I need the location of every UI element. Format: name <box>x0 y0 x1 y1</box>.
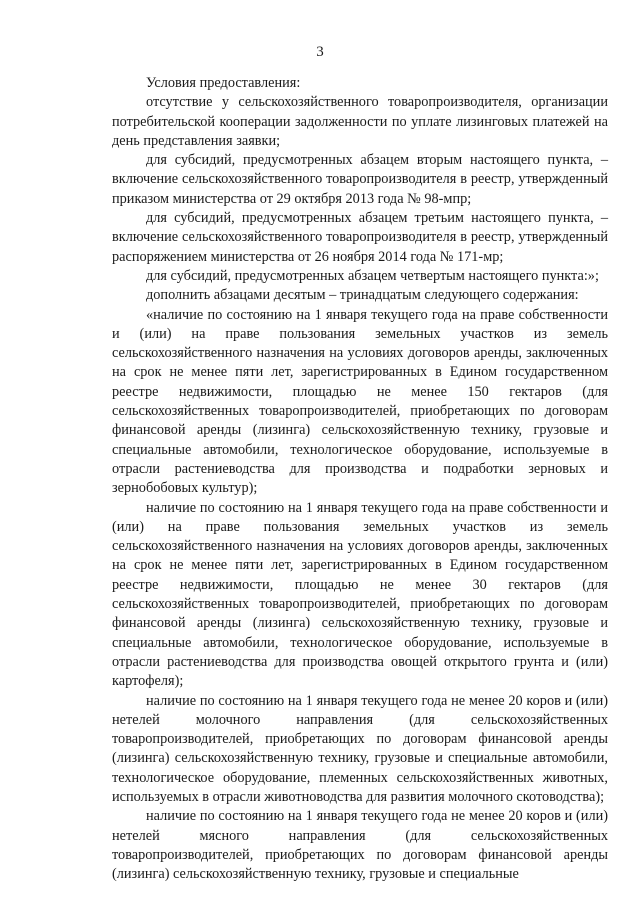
paragraph-land-150: «наличие по состоянию на 1 января текущего года на праве собственности и (или) на праве пользования земельных участков из земель сельскохозяйственного назначения на условиях договоров аренды, заключенных на срок не менее пяти лет, зарегистрированных в Едином государственном реестре недвижимости, площадью не менее 150 гектаров (для сельскохозяйственных товаропроизводителей, приобретающих по договорам финансовой аренды (лизинга) сельскохозяйственную технику, грузовые и специальные автомобили, технологическое оборудование, используемые в отрасли растениеводства для производства и подработки зерновых и зернобобовых культур); <box>112 306 608 497</box>
paragraph-subsidy-third: для субсидий, предусмотренных абзацем третьим настоящего пункта, – включение сельскохозяйственного товаропроизводителя в реестр, утвержденный распоряжением министерства от 26 ноября 2014 года № 171-мр; <box>112 210 608 265</box>
paragraph-conditions-heading: Условия предоставления: <box>146 75 301 91</box>
document-body <box>112 74 608 884</box>
paragraph-beef-cows: наличие по состоянию на 1 января текущего года не менее 20 коров и (или) нетелей мясного направления (для сельскохозяйственных товаропроизводителей, приобретающих по договорам финансовой аренды (лизинга) сельскохозяйственную технику, грузовые и специальные <box>112 808 608 883</box>
paragraph-land-30: наличие по состоянию на 1 января текущего года на праве собственности и (или) на праве пользования земельных участков из земель сельскохозяйственного назначения на условиях договоров аренды, заключенных на срок не менее пяти лет, зарегистрированных в Едином государственном реестре недвижимости, площадью не менее 30 гектаров (для сельскохозяйственных товаропроизводителей, приобретающих по договорам финансовой аренды (лизинга) сельскохозяйственную технику, грузовые и специальные автомобили, технологическое оборудование, используемые в отрасли растениеводства для производства овощей открытого грунта и (или) картофеля); <box>112 499 608 690</box>
page-number: 3 <box>316 44 324 60</box>
paragraph-dairy-cows: наличие по состоянию на 1 января текущего года не менее 20 коров и (или) нетелей молочного направления (для сельскохозяйственных товаропроизводителей, приобретающих по договорам финансовой аренды (лизинга) сельскохозяйственную технику, грузовые и специальные автомобили, технологическое оборудование, племенных сельскохозяйственных животных, используемых в отрасли животноводства для развития молочного скотоводства); <box>112 692 608 805</box>
paragraph-no-debt: отсутствие у сельскохозяйственного товаропроизводителя, организации потребительской кооперации задолженности по уплате лизинговых платежей на день представления заявки; <box>112 94 608 149</box>
paragraph-amendment-intro: дополнить абзацами десятым – тринадцатым следующего содержания: <box>146 287 579 304</box>
paragraph-subsidy-second: для субсидий, предусмотренных абзацем вторым настоящего пункта, – включение сельскохозяйственного товаропроизводителя в реестр, утвержденный приказом министерства от 29 октября 2013 года № 98-мпр; <box>112 152 608 207</box>
paragraph-subsidy-fourth: для субсидий, предусмотренных абзацем четвертым настоящего пункта:»; <box>146 267 599 284</box>
